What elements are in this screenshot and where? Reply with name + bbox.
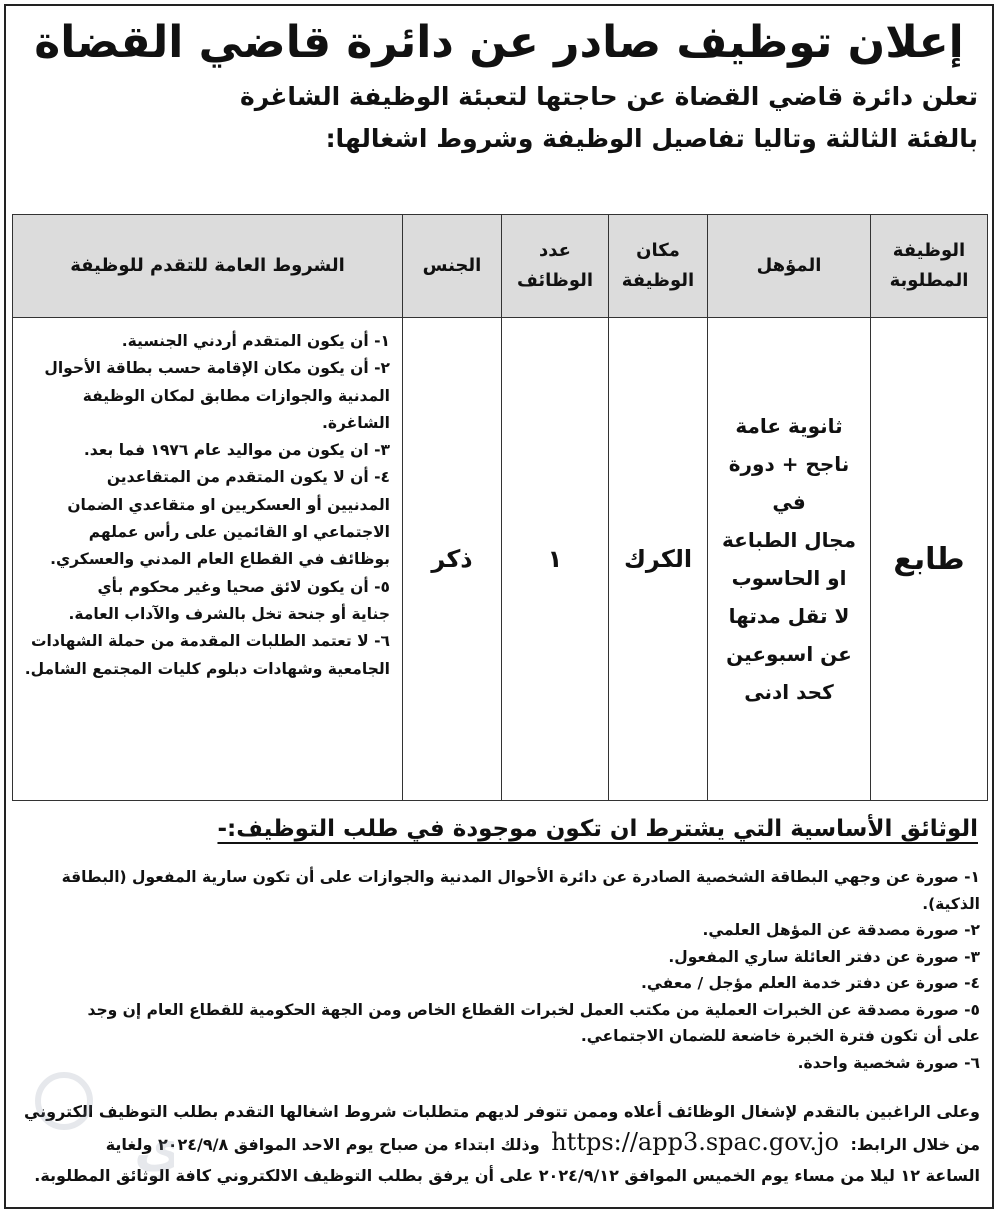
application-link[interactable]: https://app3.spac.gov.jo <box>551 1128 839 1156</box>
header-job <box>871 215 988 318</box>
list-item: ٤- صورة عن دفتر خدمة العلم مؤجل / معفي. <box>641 974 980 992</box>
condition-line: ٤- أن لا يكون المتقدم من المتقاعدين <box>106 468 390 487</box>
condition-line: ٦- لا تعتمد الطلبات المقدمة من حملة الشهادات <box>30 632 390 651</box>
list-item: ٣- صورة عن دفتر العائلة ساري المفعول. <box>668 947 980 966</box>
documents-list <box>16 864 980 1076</box>
page-title: إعلان توظيف صادر عن دائرة قاضي القضاة <box>34 17 964 68</box>
condition-line: المدنية والجوازات مطابق لمكان الوظيفة الشاغرة. <box>82 386 390 432</box>
header-count-line: عدد <box>539 240 571 261</box>
condition-line: بوظائف في القطاع العام المدني والعسكري. <box>50 550 390 569</box>
header-location <box>609 215 708 318</box>
closing-line: وعلى الراغبين بالتقدم لإشغال الوظائف أعلاه وممن تتوفر لديهم متطلبات شروط اشغالها التقدم بطلب التوظيف الكتروني <box>23 1102 980 1121</box>
qualification-line: ثانوية عامة <box>735 414 843 438</box>
announcement-page <box>4 4 994 1209</box>
watermark-text: ي <box>134 1116 174 1179</box>
condition-line: ٢- أن يكون مكان الإقامة حسب بطاقة الأحوال <box>44 359 390 378</box>
list-item: ٥- صورة مصدقة عن الخبرات العملية من مكتب العمل لخبرات القطاع الخاص ومن الجهة الحكومية للقطاع العام إن وجد <box>87 1000 980 1019</box>
table-header-row <box>13 215 988 318</box>
cell-qualification <box>708 318 871 801</box>
condition-line: المدنيين أو العسكريين او متقاعدي الضمان <box>67 495 390 514</box>
intro-paragraph <box>6 72 992 160</box>
condition-line: جناية أو جنحة تخل بالشرف والآداب العامة. <box>68 604 390 623</box>
qualification-line: لا تقل مدتها <box>728 604 850 628</box>
documents-heading: الوثائق الأساسية التي يشترط ان تكون موجودة في طلب التوظيف:- <box>217 816 978 842</box>
condition-line: الاجتماعي او القائمين على رأس عملهم <box>88 523 390 542</box>
list-item: ١- صورة عن وجهي البطاقة الشخصية الصادرة عن دائرة الأحوال المدنية والجوازات على أن تكون سارية المفعول (البطاقة الذكية). <box>61 868 980 913</box>
header-location-line: مكان <box>636 240 680 261</box>
list-item: ٦- صورة شخصية واحدة. <box>797 1053 980 1072</box>
closing-line <box>16 1127 980 1160</box>
header-job-line: الوظيفة <box>892 240 966 261</box>
cell-job: طابع <box>871 318 988 801</box>
qualification-line: كحد ادنى <box>744 680 834 704</box>
header-count <box>502 215 609 318</box>
header-location-line: الوظيفة <box>621 270 695 291</box>
intro-line: بالفئة الثالثة وتاليا تفاصيل الوظيفة وشروط اشغالها: <box>325 124 978 153</box>
closing-link-prefix: من خلال الرابط: <box>850 1135 980 1154</box>
header-job-line: المطلوبة <box>889 270 969 291</box>
cell-count: ١ <box>502 318 609 801</box>
header-gender: الجنس <box>403 215 502 318</box>
qualification-line: ناجح + دورة في <box>728 452 850 514</box>
header-count-line: الوظائف <box>516 270 594 291</box>
list-item: ٢- صورة مصدقة عن المؤهل العلمي. <box>702 921 980 939</box>
closing-link-suffix: وذلك ابتداء من صباح يوم الاحد الموافق ٢٠٢٤/٩/٨ ولغاية <box>105 1135 540 1154</box>
header-qualification: المؤهل <box>708 215 871 318</box>
cell-location: الكرك <box>609 318 708 801</box>
qualification-line: مجال الطباعة <box>722 528 856 552</box>
closing-line: الساعة ١٢ ليلا من مساء يوم الخميس الموافق ٢٠٢٤/٩/١٢ على أن يرفق بطلب التوظيف الالكتروني كافة الوثائق المطلوبة. <box>34 1166 980 1185</box>
intro-line: تعلن دائرة قاضي القضاة عن حاجتها لتعبئة الوظيفة الشاغرة <box>240 82 978 111</box>
qualification-line: او الحاسوب <box>731 566 847 590</box>
header-conditions: الشروط العامة للتقدم للوظيفة <box>13 215 403 318</box>
condition-line: ٣- ان يكون من مواليد عام ١٩٧٦ فما بعد. <box>83 441 390 460</box>
condition-line: ١- أن يكون المتقدم أردني الجنسية. <box>121 332 390 350</box>
table-row <box>13 318 988 801</box>
list-item: على أن تكون فترة الخبرة خاضعة للضمان الاجتماعي. <box>580 1027 980 1045</box>
jobs-table <box>12 214 988 801</box>
cell-gender: ذكر <box>403 318 502 801</box>
qualification-line: عن اسبوعين <box>726 642 852 666</box>
condition-line: ٥- أن يكون لائق صحيا وغير محكوم بأي <box>97 577 390 596</box>
condition-line: الجامعية وشهادات دبلوم كليات المجتمع الشامل. <box>24 659 390 678</box>
closing-paragraph <box>16 1096 980 1191</box>
cell-conditions <box>13 318 403 801</box>
